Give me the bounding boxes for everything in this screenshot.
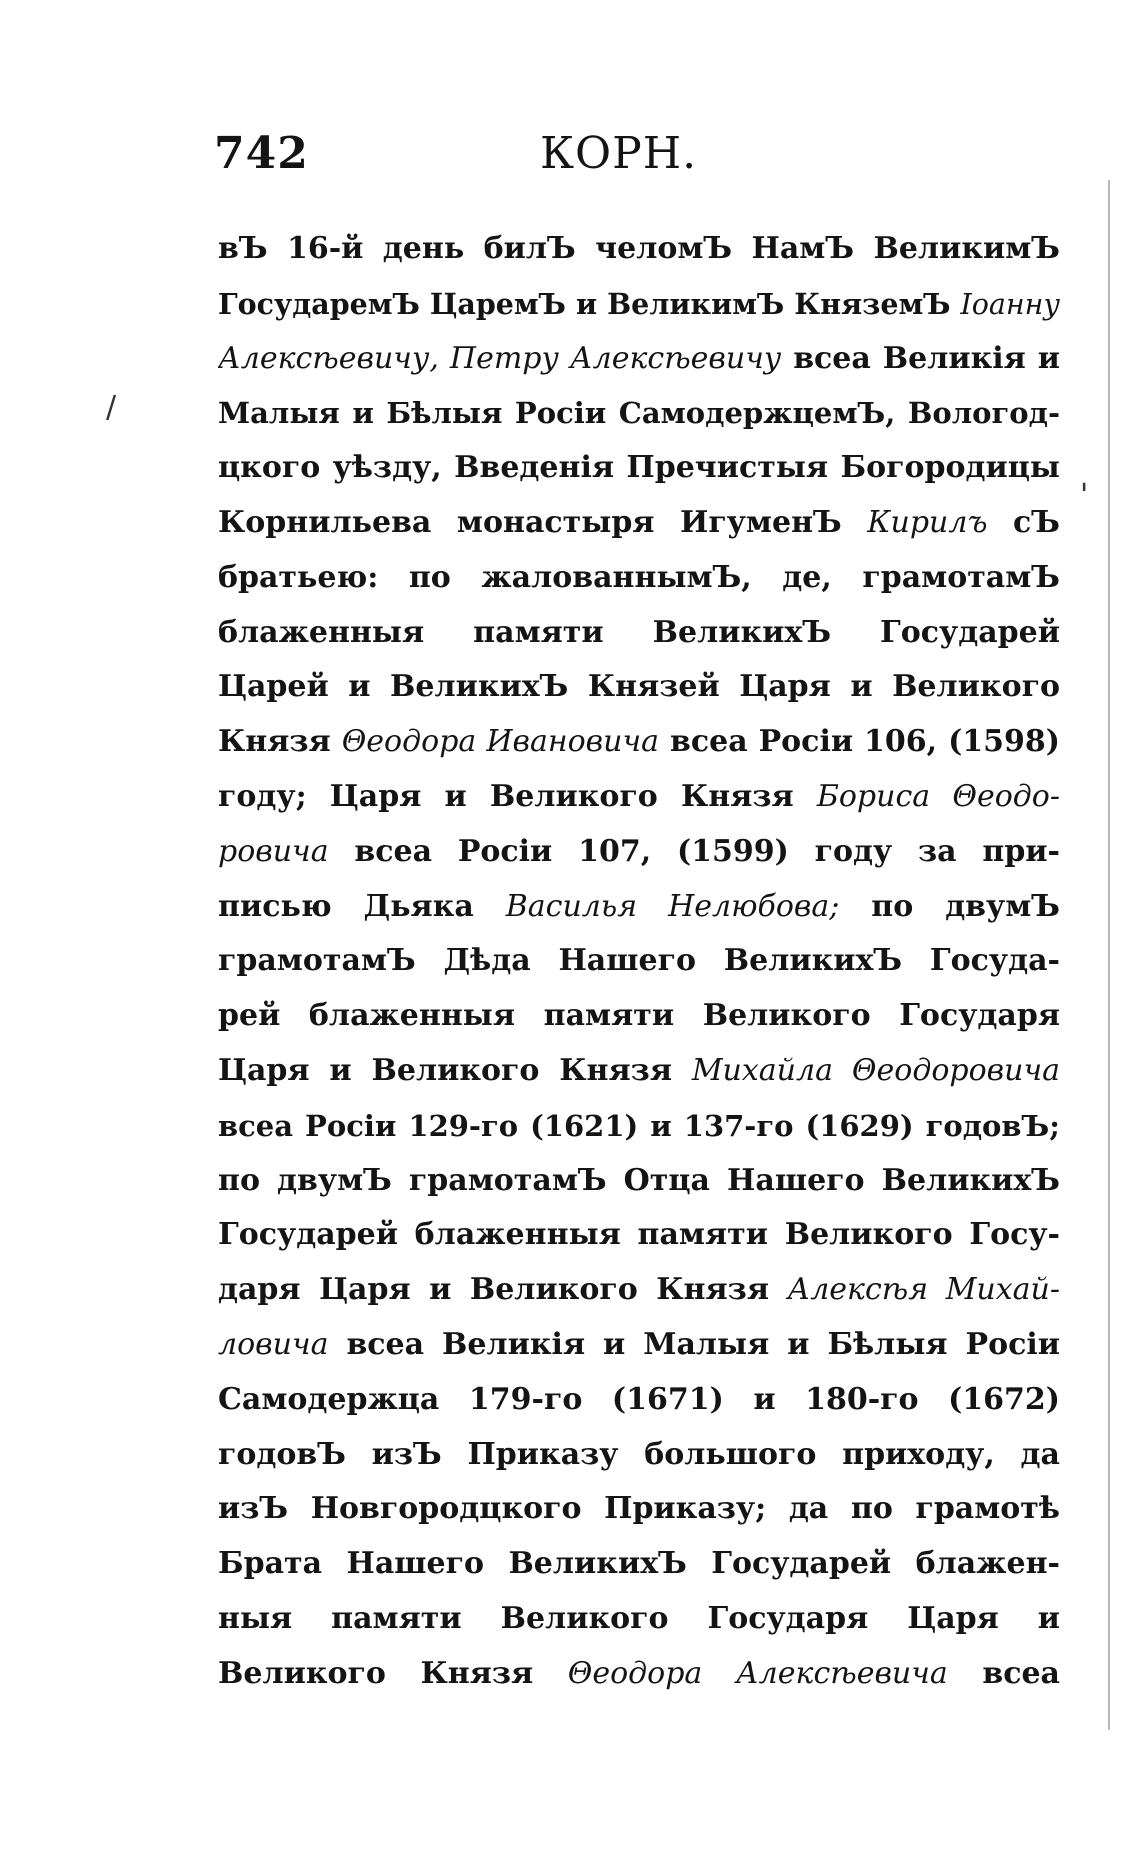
text-span: Царя и Великого Князя	[218, 1052, 692, 1088]
text-span: сЪ	[987, 504, 1060, 540]
text-line	[218, 1592, 1060, 1647]
text-line	[218, 606, 1060, 661]
body-text	[218, 222, 1060, 1702]
text-span: Самодержца 179-го (1671) и 180-го (1672)	[218, 1381, 1060, 1417]
text-span: Корнильева монастыря ИгуменЪ	[218, 504, 868, 540]
text-line	[218, 1482, 1060, 1537]
text-span: вЪ 16-й день билЪ челомЪ НамЪ ВеликимЪ	[218, 231, 1060, 266]
text-line	[218, 222, 1060, 277]
text-span: Великого Князя	[218, 1655, 568, 1691]
text-line	[218, 1154, 1060, 1209]
text-line	[218, 1647, 1060, 1702]
text-line	[218, 441, 1060, 496]
scan-edge-line	[1108, 180, 1110, 1730]
text-line	[218, 1263, 1060, 1318]
italic-name-span: Алексѣевичу, Петру Алексѣевичу	[218, 340, 782, 376]
text-line	[218, 1044, 1060, 1099]
text-line	[218, 386, 1060, 441]
text-span: всеа Росіи 129-го (1621) и 137-го (1629) годовЪ;	[218, 1108, 1060, 1143]
text-span: всеа Великія и Малыя и Бѣлыя Росіи	[328, 1326, 1060, 1362]
text-line	[218, 1318, 1060, 1373]
text-span: всеа Великія и	[781, 340, 1060, 376]
text-line	[218, 989, 1060, 1044]
text-line	[218, 1373, 1060, 1428]
text-span: Царей и ВеликихЪ Князей Царя и Великого	[218, 669, 1060, 705]
text-span: Государей блаженныя памяти Великого Госу-	[218, 1217, 1060, 1253]
margin-slash-mark: /	[106, 390, 117, 425]
italic-name-span: Кирилъ	[867, 504, 988, 540]
margin-tick-mark: '	[1080, 478, 1089, 513]
text-line	[218, 825, 1060, 880]
text-span: рей блаженныя памяти Великого Государя	[218, 998, 1060, 1034]
text-span: по двумЪ	[839, 888, 1060, 924]
text-span: писью Дьяка	[218, 888, 506, 924]
italic-name-span: ловича	[218, 1326, 329, 1362]
italic-name-span: Василья Нелюбова;	[505, 888, 840, 924]
text-line	[218, 880, 1060, 935]
text-span: цкого уѣзду, Введенія Пречистыя Богородицы	[218, 450, 1060, 486]
text-span: ныя памяти Великого Государя Царя и	[218, 1600, 1060, 1636]
text-span: всеа Росіи 106, (1598)	[659, 724, 1060, 760]
text-span: изЪ Новгородцкого Приказу; да по грамотѣ	[218, 1491, 1060, 1527]
text-line	[218, 1537, 1060, 1592]
text-line	[218, 934, 1060, 989]
text-span: блаженныя памяти ВеликихЪ Государей	[218, 614, 1060, 650]
text-line	[218, 277, 1060, 332]
italic-name-span: Бориса Θеодо-	[816, 778, 1060, 814]
text-span: братьею: по жалованнымЪ, де, грамотамЪ	[218, 559, 1060, 595]
text-line	[218, 660, 1060, 715]
running-head: КОРН.	[540, 128, 698, 179]
text-span: Малыя и Бѣлыя Росіи СамодержцемЪ, Вологод-	[218, 396, 1060, 431]
text-span: Брата Нашего ВеликихЪ Государей блажен-	[218, 1546, 1060, 1582]
text-span: по двумЪ грамотамЪ Отца Нашего ВеликихЪ	[218, 1162, 1060, 1198]
text-line	[218, 1208, 1060, 1263]
text-line	[218, 496, 1060, 551]
text-line	[218, 1099, 1060, 1154]
italic-name-span: Θеодора Ивановича	[341, 724, 660, 760]
text-span: всеа Росіи 107, (1599) году за при-	[328, 833, 1060, 869]
text-line	[218, 770, 1060, 825]
italic-name-span: Михайла Θеодоровича	[691, 1052, 1060, 1088]
text-span: грамотамЪ Дѣда Нашего ВеликихЪ Госуда-	[218, 943, 1060, 979]
italic-name-span: Θеодора Алексѣевича	[567, 1655, 948, 1691]
text-span: всеа	[947, 1655, 1060, 1691]
text-line	[218, 1428, 1060, 1483]
text-line	[218, 715, 1060, 770]
text-span: году; Царя и Великого Князя	[218, 778, 817, 814]
page-number: 742	[214, 128, 309, 179]
text-line	[218, 332, 1060, 387]
text-span: Князя	[218, 724, 342, 760]
italic-name-span: ровича	[218, 833, 329, 869]
italic-name-span: Алексѣя Михай-	[787, 1272, 1060, 1308]
text-span: ГосударемЪ ЦаремЪ и ВеликимЪ КняземЪ	[218, 286, 961, 321]
text-span: годовЪ изЪ Приказу большого приходу, да	[218, 1436, 1060, 1472]
italic-name-span: Іоанну	[960, 287, 1060, 321]
text-span: даря Царя и Великого Князя	[218, 1272, 788, 1308]
text-line	[218, 551, 1060, 606]
